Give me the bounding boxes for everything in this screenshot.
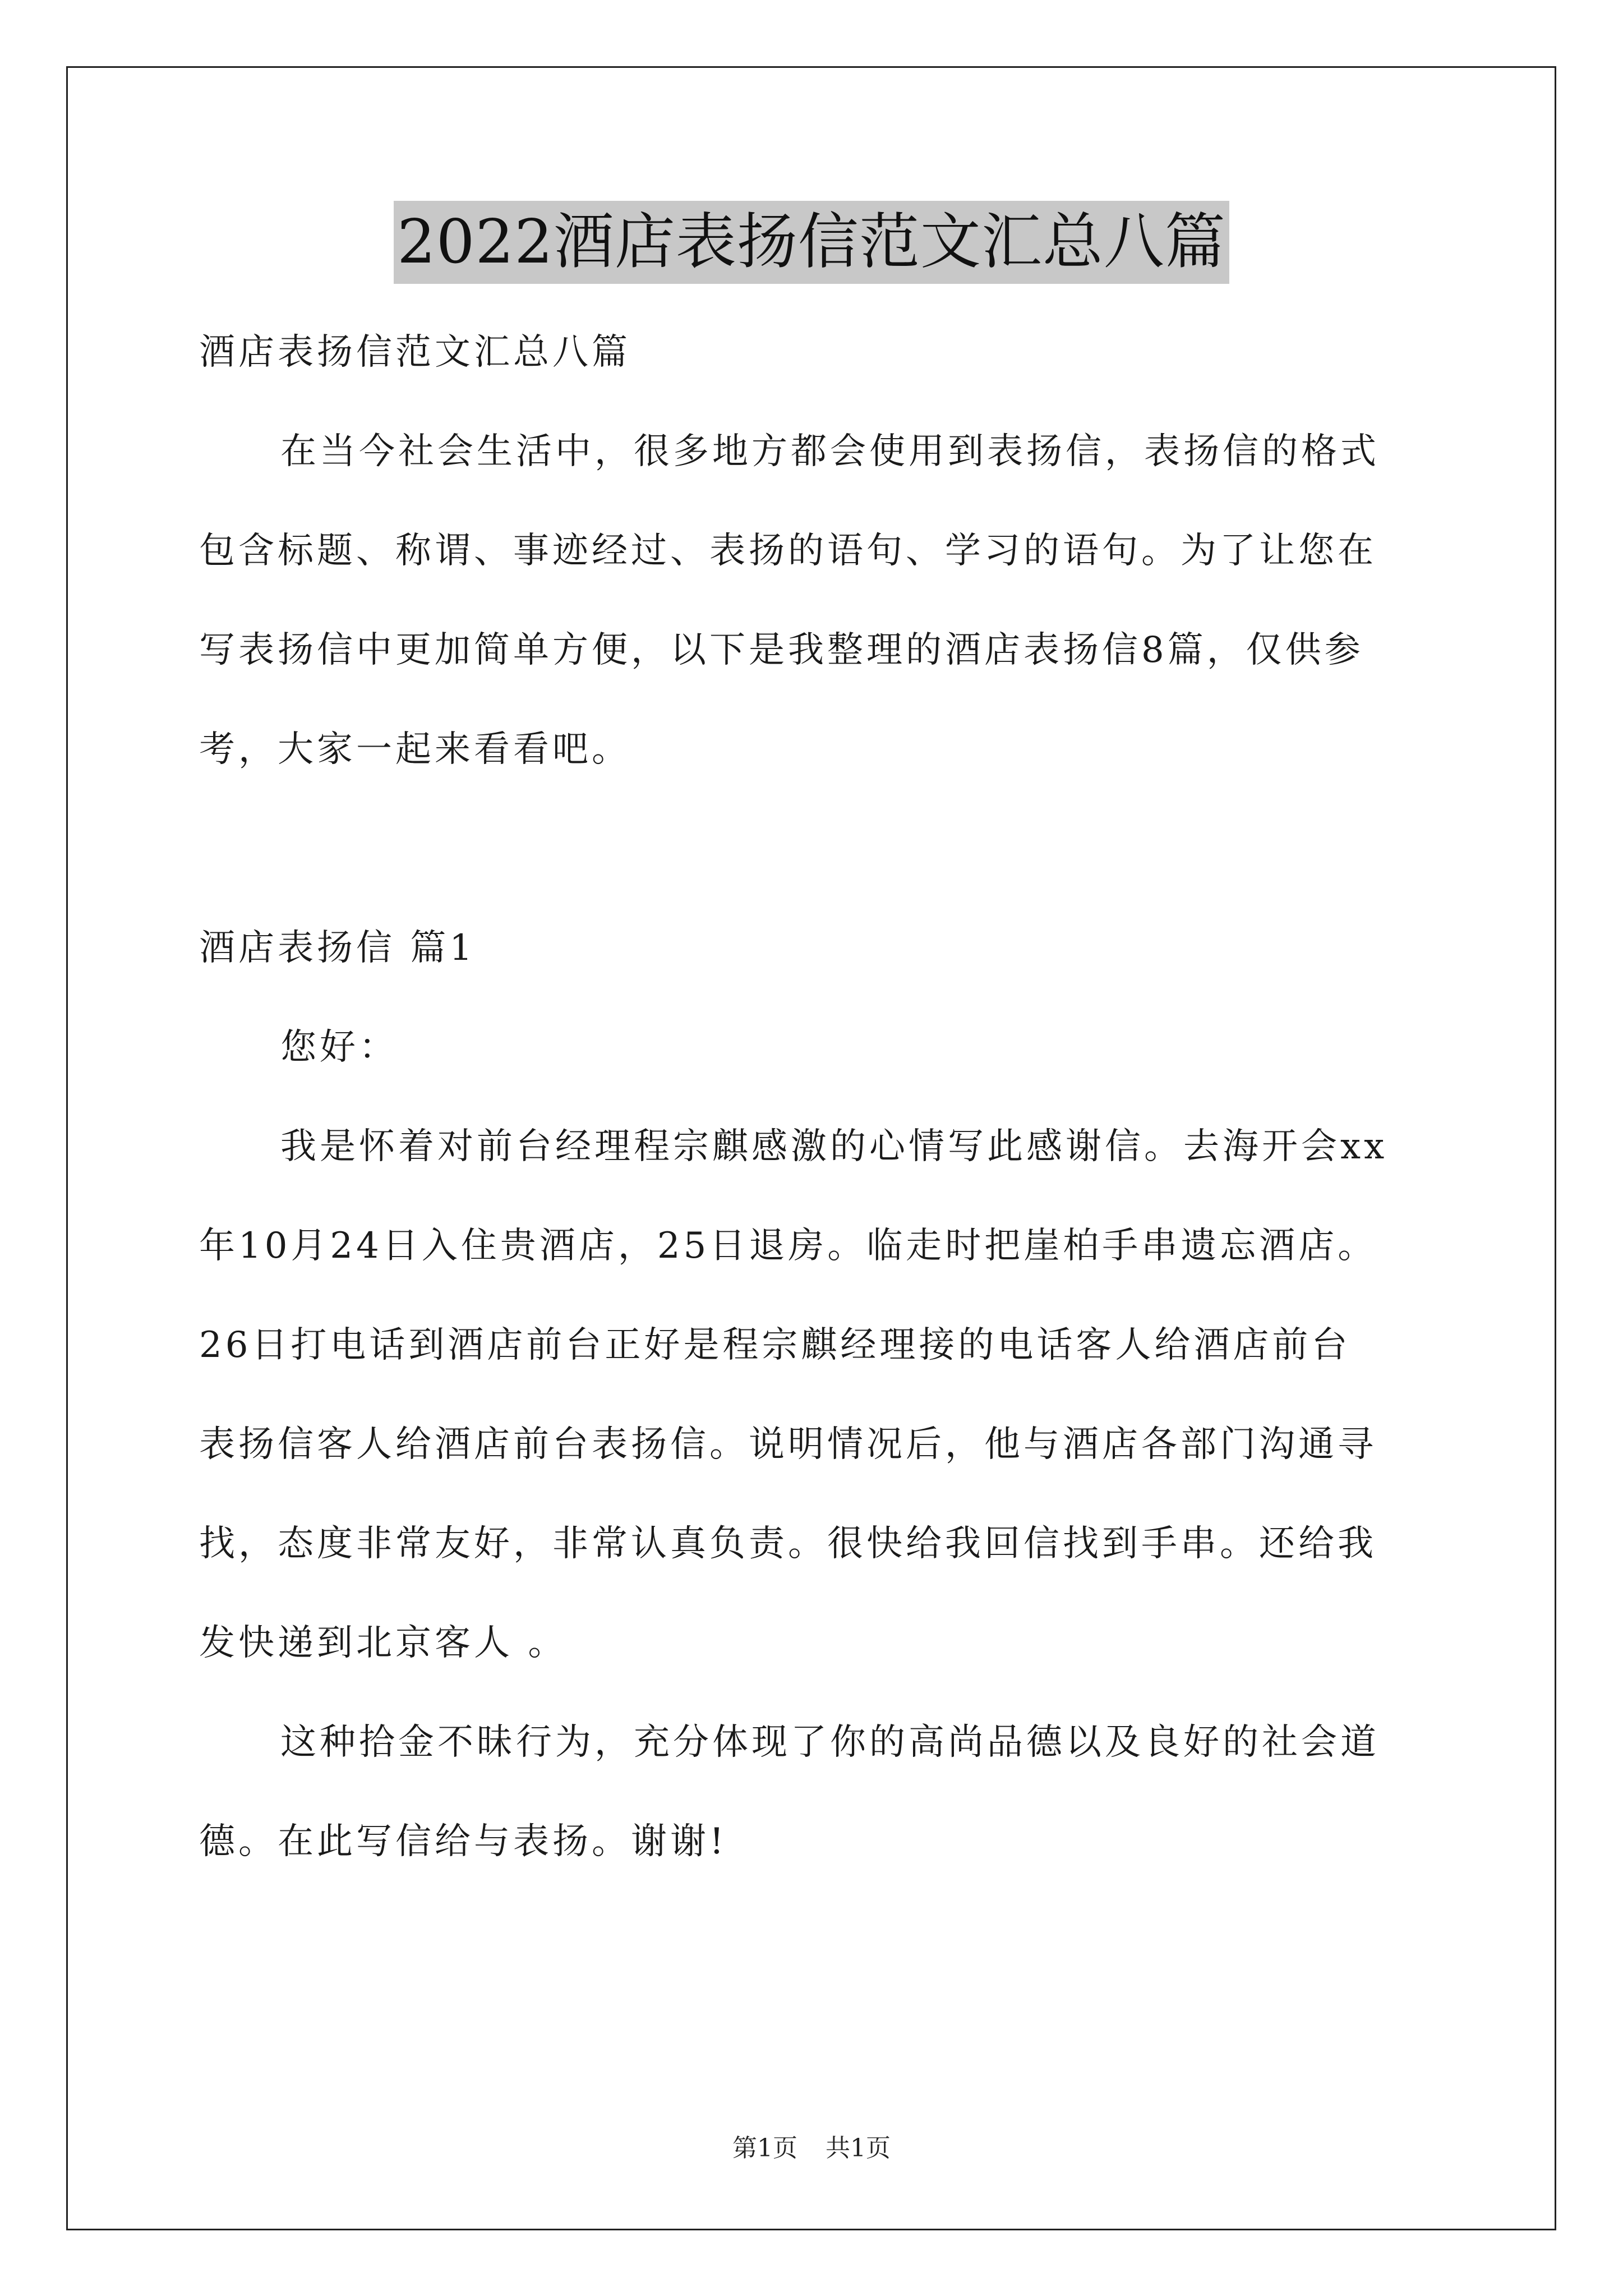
intro-line: 考，大家一起来看看吧。 bbox=[199, 729, 631, 770]
spacer bbox=[199, 799, 1433, 899]
paragraph-line: 年10月24日入住贵酒店，25日退房。临走时把崖柏手串遗忘酒店。 bbox=[199, 1225, 1377, 1267]
section-heading: 酒店表扬信 篇1 bbox=[199, 927, 476, 969]
paragraph-line: 找，态度非常友好，非常认真负责。很快给我回信找到手串。还给我 bbox=[199, 1523, 1377, 1565]
paragraph-line: 26日打电话到酒店前台正好是程宗麒经理接的电话客人给酒店前台 bbox=[199, 1324, 1351, 1366]
paragraph-line: 发快递到北京客人 。 bbox=[199, 1622, 568, 1664]
document-title: 2022酒店表扬信范文汇总八篇 bbox=[394, 201, 1229, 284]
title-container bbox=[0, 201, 1623, 284]
page-number: 第1页 bbox=[732, 2134, 797, 2162]
greeting: 您好： bbox=[280, 1027, 398, 1068]
subtitle: 酒店表扬信范文汇总八篇 bbox=[199, 332, 631, 373]
document-body bbox=[199, 303, 1433, 1892]
intro-line: 包含标题、称谓、事迹经过、表扬的语句、学习的语句。为了让您在 bbox=[199, 530, 1377, 572]
paragraph-line: 我是怀着对前台经理程宗麒感激的心情写此感谢信。去海开会xx bbox=[280, 1126, 1388, 1167]
paragraph-line: 这种拾金不昧行为，充分体现了你的高尚品德以及良好的社会道 bbox=[280, 1722, 1380, 1763]
paragraph-line: 德。在此写信给与表扬。谢谢! bbox=[199, 1821, 727, 1862]
intro-line: 写表扬信中更加简单方便，以下是我整理的酒店表扬信8篇，仅供参 bbox=[199, 629, 1364, 671]
page-footer bbox=[0, 2132, 1623, 2165]
paragraph-line: 表扬信客人给酒店前台表扬信。说明情况后，他与酒店各部门沟通寻 bbox=[199, 1424, 1377, 1465]
intro-line: 在当今社会生活中，很多地方都会使用到表扬信，表扬信的格式 bbox=[280, 431, 1380, 472]
page-total: 共1页 bbox=[826, 2134, 891, 2162]
